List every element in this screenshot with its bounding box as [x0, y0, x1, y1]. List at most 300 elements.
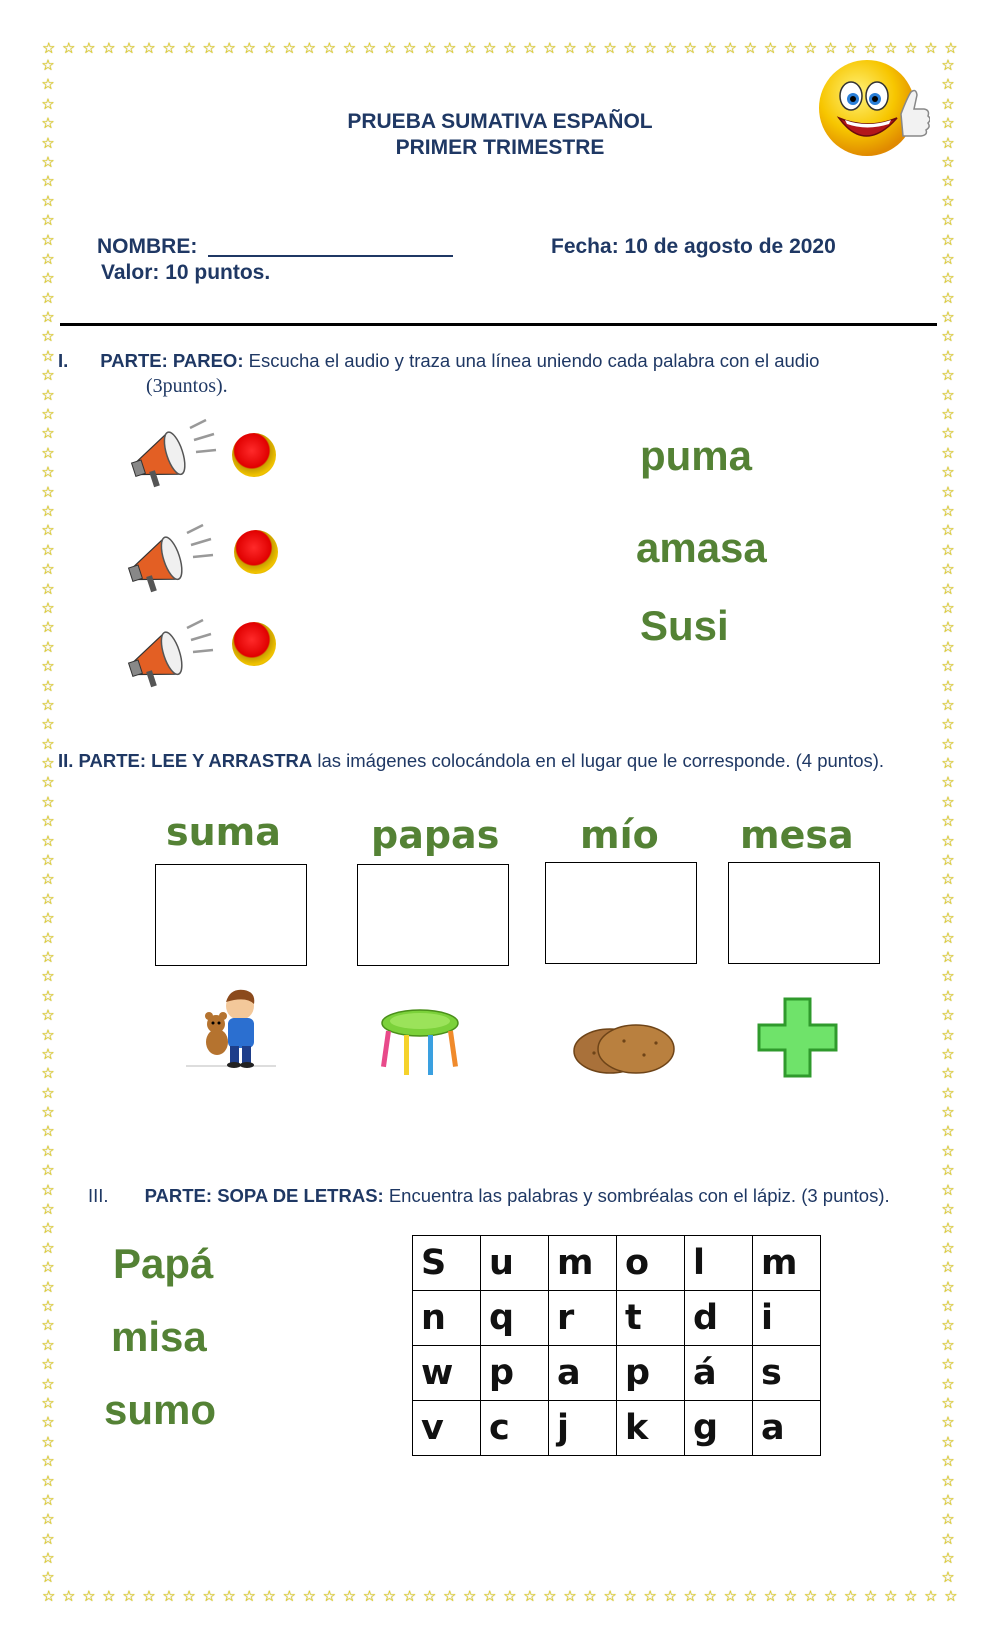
grid-cell[interactable]: n	[413, 1291, 481, 1346]
star-icon: ☆	[42, 38, 56, 57]
star-icon: ☆	[941, 1083, 955, 1102]
star-icon: ☆	[941, 133, 955, 152]
star-icon: ☆	[523, 1586, 537, 1605]
star-icon: ☆	[41, 1219, 55, 1238]
star-icon: ☆	[41, 521, 55, 540]
star-icon: ☆	[941, 1238, 955, 1257]
star-icon: ☆	[941, 1258, 955, 1277]
star-icon: ☆	[41, 598, 55, 617]
star-icon: ☆	[41, 346, 55, 365]
star-icon: ☆	[941, 676, 955, 695]
grid-cell[interactable]: S	[413, 1236, 481, 1291]
star-icon: ☆	[162, 38, 176, 57]
star-icon: ☆	[41, 1238, 55, 1257]
star-icon: ☆	[41, 773, 55, 792]
grid-cell[interactable]: t	[617, 1291, 685, 1346]
star-icon: ☆	[41, 579, 55, 598]
star-icon: ☆	[763, 38, 778, 57]
star-icon: ☆	[503, 38, 517, 57]
star-icon: ☆	[41, 482, 55, 501]
star-icon: ☆	[442, 1586, 457, 1605]
star-icon: ☆	[41, 909, 55, 928]
star-icon: ☆	[941, 1452, 955, 1471]
grid-cell[interactable]: g	[685, 1401, 753, 1456]
star-icon: ☆	[941, 540, 955, 559]
star-icon: ☆	[42, 1586, 56, 1605]
star-icon: ☆	[322, 38, 337, 57]
star-icon: ☆	[41, 1258, 55, 1277]
star-icon: ☆	[41, 269, 55, 288]
star-icon: ☆	[182, 38, 196, 57]
star-icon: ☆	[41, 1452, 55, 1471]
star-icon: ☆	[162, 1586, 176, 1605]
star-icon: ☆	[41, 1568, 55, 1587]
star-icon: ☆	[924, 38, 938, 57]
part2-title: II. PARTE: LEE Y ARRASTRA	[58, 750, 313, 771]
part3-instruction: Encuentra las palabras y sombréalas con el lápiz. (3 puntos).	[383, 1185, 890, 1206]
record-button-icon[interactable]	[232, 622, 276, 666]
star-icon: ☆	[663, 38, 677, 57]
star-icon: ☆	[941, 1529, 955, 1548]
star-icon: ☆	[41, 1141, 55, 1160]
star-icon: ☆	[941, 1219, 955, 1238]
star-icon: ☆	[941, 1510, 955, 1529]
star-icon: ☆	[941, 637, 955, 656]
grid-cell[interactable]: á	[685, 1346, 753, 1401]
star-icon: ☆	[941, 1355, 955, 1374]
grid-cell[interactable]: s	[753, 1346, 821, 1401]
star-icon: ☆	[941, 405, 955, 424]
star-icon: ☆	[41, 385, 55, 404]
star-icon: ☆	[202, 38, 216, 57]
star-icon: ☆	[41, 1510, 55, 1529]
grid-cell[interactable]: v	[413, 1401, 481, 1456]
star-icon: ☆	[41, 928, 55, 947]
star-icon: ☆	[102, 38, 116, 57]
star-icon: ☆	[643, 1586, 657, 1605]
part3-numeral: III.	[88, 1185, 109, 1206]
star-icon: ☆	[941, 1180, 955, 1199]
word-papa: Papá	[113, 1240, 214, 1287]
star-icon: ☆	[941, 211, 955, 230]
grid-cell[interactable]: a	[549, 1346, 617, 1401]
star-icon: ☆	[41, 1044, 55, 1063]
star-icon: ☆	[941, 1393, 955, 1412]
part3-heading	[88, 1185, 890, 1207]
star-icon: ☆	[41, 327, 55, 346]
star-icon: ☆	[941, 1568, 955, 1587]
star-icon: ☆	[941, 1006, 955, 1025]
section-divider	[60, 323, 937, 326]
drop-box-papas[interactable]	[357, 864, 509, 966]
star-icon: ☆	[904, 38, 918, 57]
star-icon: ☆	[41, 754, 55, 773]
star-icon: ☆	[41, 1413, 55, 1432]
star-icon: ☆	[941, 443, 955, 462]
star-icon: ☆	[863, 38, 878, 57]
star-icon: ☆	[41, 657, 55, 676]
star-icon: ☆	[41, 1200, 55, 1219]
star-icon: ☆	[941, 463, 955, 482]
star-icon: ☆	[941, 909, 955, 928]
star-icon: ☆	[322, 1586, 337, 1605]
star-icon: ☆	[41, 637, 55, 656]
star-icon: ☆	[242, 1586, 256, 1605]
star-icon: ☆	[941, 75, 955, 94]
star-icon: ☆	[941, 269, 955, 288]
star-icon: ☆	[941, 598, 955, 617]
grid-cell[interactable]: j	[549, 1401, 617, 1456]
star-icon: ☆	[422, 38, 437, 57]
star-icon: ☆	[924, 1586, 938, 1605]
star-icon: ☆	[41, 715, 55, 734]
star-icon: ☆	[122, 1586, 136, 1605]
star-icon: ☆	[703, 38, 717, 57]
star-icon: ☆	[941, 579, 955, 598]
star-icon: ☆	[683, 1586, 697, 1605]
grid-cell[interactable]: o	[617, 1236, 685, 1291]
star-icon: ☆	[783, 1586, 798, 1605]
fecha-label: Fecha: 10 de agosto de 2020	[551, 235, 836, 258]
star-icon: ☆	[41, 1064, 55, 1083]
star-icon: ☆	[823, 38, 838, 57]
star-icon: ☆	[743, 38, 758, 57]
green-stool-table-image[interactable]	[378, 1005, 463, 1085]
star-icon: ☆	[743, 1586, 758, 1605]
part1-heading	[58, 350, 819, 372]
star-icon: ☆	[563, 1586, 577, 1605]
star-icon: ☆	[462, 38, 477, 57]
word-puma[interactable]: puma	[640, 432, 753, 479]
star-icon: ☆	[941, 114, 955, 133]
star-icon: ☆	[62, 1586, 76, 1605]
part1-instruction: Escucha el audio y traza una línea uniendo cada palabra con el audio	[243, 350, 820, 371]
star-icon: ☆	[583, 38, 597, 57]
star-icon: ☆	[603, 38, 617, 57]
star-icon: ☆	[262, 38, 276, 57]
star-icon: ☆	[382, 38, 397, 57]
star-icon: ☆	[41, 618, 55, 637]
star-icon: ☆	[941, 191, 955, 210]
star-icon: ☆	[41, 1471, 55, 1490]
star-icon: ☆	[41, 1374, 55, 1393]
word-amasa[interactable]: amasa	[636, 524, 767, 571]
star-icon: ☆	[941, 1413, 955, 1432]
star-icon: ☆	[543, 1586, 557, 1605]
star-icon: ☆	[941, 715, 955, 734]
star-icon: ☆	[941, 327, 955, 346]
star-icon: ☆	[904, 1586, 918, 1605]
grid-row	[413, 1346, 821, 1401]
star-icon: ☆	[41, 792, 55, 811]
grid-cell[interactable]: m	[549, 1236, 617, 1291]
star-icon: ☆	[41, 1432, 55, 1451]
star-icon: ☆	[583, 1586, 597, 1605]
grid-row	[413, 1291, 821, 1346]
star-icon: ☆	[142, 1586, 156, 1605]
star-icon: ☆	[402, 1586, 417, 1605]
star-icon: ☆	[483, 1586, 497, 1605]
star-icon: ☆	[941, 1549, 955, 1568]
star-icon: ☆	[941, 1335, 955, 1354]
star-icon: ☆	[723, 1586, 738, 1605]
grid-cell[interactable]: u	[481, 1236, 549, 1291]
part3-title: PARTE: SOPA DE LETRAS:	[144, 1185, 384, 1206]
star-icon: ☆	[41, 56, 55, 74]
title-line-2: PRIMER TRIMESTRE	[395, 136, 605, 159]
grid-row	[413, 1401, 821, 1456]
star-icon: ☆	[41, 734, 55, 753]
star-icon: ☆	[941, 1025, 955, 1044]
star-icon: ☆	[41, 114, 55, 133]
star-icon: ☆	[422, 1586, 437, 1605]
star-border-top	[42, 38, 958, 58]
star-icon: ☆	[82, 1586, 96, 1605]
star-icon: ☆	[803, 1586, 818, 1605]
star-icon: ☆	[41, 1355, 55, 1374]
star-icon: ☆	[41, 1161, 55, 1180]
star-icon: ☆	[41, 1297, 55, 1315]
star-icon: ☆	[683, 38, 697, 57]
star-icon: ☆	[262, 1586, 276, 1605]
star-icon: ☆	[41, 1335, 55, 1354]
star-icon: ☆	[941, 521, 955, 540]
word-sumo: sumo	[104, 1386, 217, 1433]
star-icon: ☆	[941, 1471, 955, 1490]
grid-cell[interactable]: d	[685, 1291, 753, 1346]
megaphone-icon[interactable]	[125, 618, 220, 693]
star-icon: ☆	[41, 851, 55, 870]
star-icon: ☆	[803, 38, 818, 57]
star-icon: ☆	[941, 986, 955, 1005]
star-icon: ☆	[941, 501, 955, 520]
star-icon: ☆	[941, 482, 955, 501]
star-icon: ☆	[843, 38, 858, 57]
star-icon: ☆	[102, 1586, 116, 1605]
grid-cell[interactable]: w	[413, 1346, 481, 1401]
star-icon: ☆	[41, 676, 55, 695]
star-icon: ☆	[941, 851, 955, 870]
star-icon: ☆	[41, 1549, 55, 1568]
star-border-right	[938, 58, 958, 1586]
star-icon: ☆	[41, 560, 55, 579]
star-icon: ☆	[41, 191, 55, 210]
star-icon: ☆	[941, 1122, 955, 1141]
smiley-thumbs-up-icon	[815, 56, 930, 166]
star-icon: ☆	[483, 38, 497, 57]
star-icon: ☆	[41, 947, 55, 966]
star-icon: ☆	[122, 38, 136, 57]
grid-cell[interactable]: q	[481, 1291, 549, 1346]
nombre-blank-line[interactable]	[208, 255, 453, 257]
star-icon: ☆	[623, 1586, 637, 1605]
record-button-icon[interactable]	[234, 530, 278, 574]
boy-with-teddy-bear-image[interactable]	[186, 988, 276, 1070]
star-icon: ☆	[41, 695, 55, 714]
star-icon: ☆	[82, 38, 96, 57]
star-icon: ☆	[523, 38, 537, 57]
star-icon: ☆	[941, 288, 955, 307]
star-icon: ☆	[41, 1122, 55, 1141]
grid-cell[interactable]: k	[617, 1401, 685, 1456]
star-icon: ☆	[402, 38, 417, 57]
star-icon: ☆	[563, 38, 577, 57]
star-icon: ☆	[41, 1083, 55, 1102]
potatoes-image[interactable]	[570, 1015, 680, 1080]
star-icon: ☆	[222, 38, 236, 57]
star-icon: ☆	[41, 308, 55, 327]
star-icon: ☆	[302, 38, 317, 57]
star-icon: ☆	[182, 1586, 196, 1605]
star-icon: ☆	[941, 618, 955, 637]
grid-cell[interactable]: p	[617, 1346, 685, 1401]
star-icon: ☆	[41, 152, 55, 171]
star-border-bottom	[42, 1586, 958, 1606]
drop-box-mio[interactable]	[545, 862, 697, 964]
star-icon: ☆	[941, 947, 955, 966]
star-icon: ☆	[941, 1490, 955, 1509]
star-icon: ☆	[41, 211, 55, 230]
megaphone-icon[interactable]	[128, 418, 223, 493]
star-icon: ☆	[941, 308, 955, 327]
star-icon: ☆	[663, 1586, 677, 1605]
drop-box-suma[interactable]	[155, 864, 307, 966]
star-icon: ☆	[941, 1141, 955, 1160]
green-plus-sign-image[interactable]	[755, 995, 840, 1080]
star-icon: ☆	[41, 133, 55, 152]
star-icon: ☆	[41, 1393, 55, 1412]
grid-cell[interactable]: r	[549, 1291, 617, 1346]
star-icon: ☆	[941, 94, 955, 113]
star-icon: ☆	[941, 1374, 955, 1393]
star-icon: ☆	[941, 230, 955, 249]
star-icon: ☆	[941, 1064, 955, 1083]
star-icon: ☆	[382, 1586, 397, 1605]
star-icon: ☆	[41, 288, 55, 307]
word-papas: papas	[371, 813, 500, 857]
title-line-1: PRUEBA SUMATIVA ESPAÑOL	[347, 110, 653, 133]
star-icon: ☆	[41, 967, 55, 986]
star-icon: ☆	[883, 38, 898, 57]
star-icon: ☆	[142, 38, 156, 57]
star-icon: ☆	[941, 831, 955, 850]
star-icon: ☆	[843, 1586, 858, 1605]
star-icon: ☆	[41, 501, 55, 520]
grid-cell[interactable]: c	[481, 1401, 549, 1456]
star-icon: ☆	[41, 540, 55, 559]
grid-cell[interactable]: i	[753, 1291, 821, 1346]
star-icon: ☆	[763, 1586, 778, 1605]
star-icon: ☆	[941, 870, 955, 889]
part1-numeral: I.	[58, 350, 69, 371]
star-icon: ☆	[941, 695, 955, 714]
star-icon: ☆	[41, 249, 55, 268]
star-icon: ☆	[941, 152, 955, 171]
star-icon: ☆	[941, 249, 955, 268]
star-icon: ☆	[941, 734, 955, 753]
word-mesa: mesa	[740, 813, 854, 857]
star-icon: ☆	[362, 38, 377, 57]
star-icon: ☆	[41, 366, 55, 385]
star-icon: ☆	[941, 792, 955, 811]
star-icon: ☆	[41, 986, 55, 1005]
star-icon: ☆	[41, 443, 55, 462]
star-icon: ☆	[941, 346, 955, 365]
star-icon: ☆	[941, 928, 955, 947]
star-icon: ☆	[503, 1586, 517, 1605]
star-icon: ☆	[941, 1277, 955, 1296]
record-button-icon[interactable]	[232, 433, 276, 477]
star-icon: ☆	[623, 38, 637, 57]
star-icon: ☆	[41, 812, 55, 831]
part2-heading	[58, 750, 884, 772]
star-icon: ☆	[941, 172, 955, 191]
star-icon: ☆	[62, 38, 76, 57]
grid-cell[interactable]: p	[481, 1346, 549, 1401]
valor-label: Valor: 10 puntos.	[101, 261, 271, 284]
star-icon: ☆	[41, 230, 55, 249]
star-icon: ☆	[442, 38, 457, 57]
drop-box-mesa[interactable]	[728, 862, 880, 964]
star-icon: ☆	[41, 831, 55, 850]
grid-cell[interactable]: m	[753, 1236, 821, 1291]
star-icon: ☆	[41, 405, 55, 424]
grid-cell[interactable]: a	[753, 1401, 821, 1456]
grid-cell[interactable]: l	[685, 1236, 753, 1291]
star-icon: ☆	[603, 1586, 617, 1605]
star-icon: ☆	[282, 38, 297, 57]
star-icon: ☆	[41, 463, 55, 482]
star-icon: ☆	[302, 1586, 317, 1605]
star-icon: ☆	[41, 870, 55, 889]
star-icon: ☆	[883, 1586, 898, 1605]
star-icon: ☆	[41, 1180, 55, 1199]
star-icon: ☆	[941, 1044, 955, 1063]
word-susi[interactable]: Susi	[640, 602, 729, 649]
word-search-grid	[412, 1235, 821, 1456]
star-icon: ☆	[41, 1529, 55, 1548]
star-icon: ☆	[282, 1586, 297, 1605]
part2-instruction: las imágenes colocándola en el lugar que le corresponde. (4 puntos).	[312, 750, 885, 771]
star-icon: ☆	[222, 1586, 236, 1605]
star-icon: ☆	[941, 657, 955, 676]
star-icon: ☆	[41, 1025, 55, 1044]
star-icon: ☆	[703, 1586, 717, 1605]
word-mio: mío	[580, 813, 659, 857]
star-icon: ☆	[41, 424, 55, 443]
star-icon: ☆	[41, 172, 55, 191]
star-icon: ☆	[41, 1490, 55, 1509]
star-icon: ☆	[944, 1586, 958, 1605]
word-misa: misa	[111, 1313, 207, 1360]
star-icon: ☆	[41, 1277, 55, 1296]
star-icon: ☆	[41, 1006, 55, 1025]
star-icon: ☆	[41, 75, 55, 94]
word-suma: suma	[166, 810, 281, 854]
star-icon: ☆	[941, 366, 955, 385]
star-icon: ☆	[941, 812, 955, 831]
star-border-left	[38, 58, 58, 1586]
star-icon: ☆	[941, 385, 955, 404]
star-icon: ☆	[41, 1103, 55, 1122]
star-icon: ☆	[723, 38, 738, 57]
star-icon: ☆	[342, 38, 357, 57]
star-icon: ☆	[941, 424, 955, 443]
star-icon: ☆	[462, 1586, 477, 1605]
star-icon: ☆	[543, 38, 557, 57]
star-icon: ☆	[941, 56, 955, 74]
megaphone-icon[interactable]	[125, 523, 220, 598]
